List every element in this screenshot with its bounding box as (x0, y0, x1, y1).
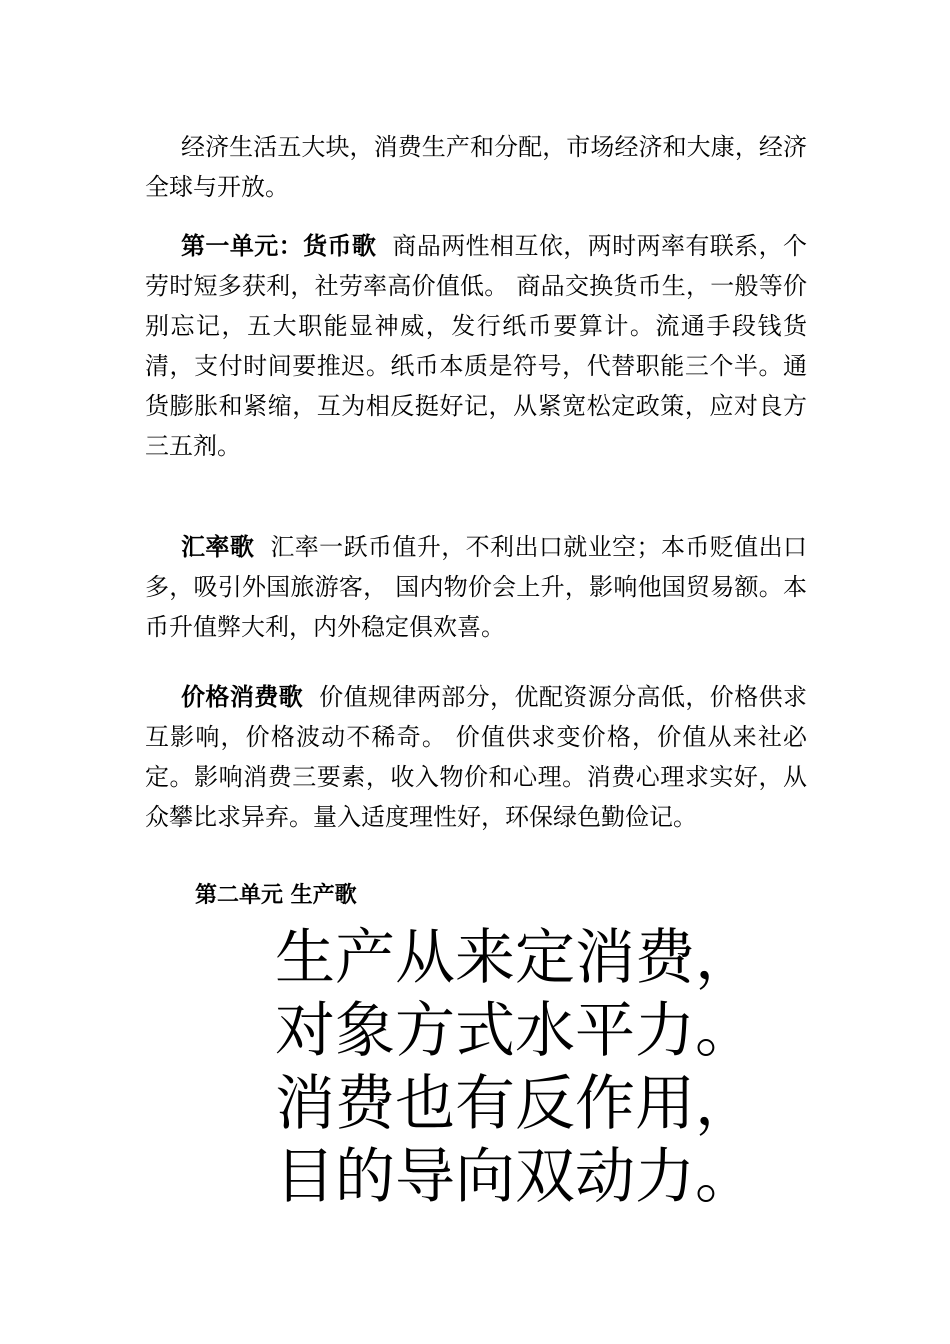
exchange-rate-text: 汇率一跃币值升，不利出口就业空；本币贬值出口多，吸引外国旅游客， 国内物价会上升，影响他国贸易额。本币升值弊大利，内外稳定俱欢喜。 (145, 533, 808, 641)
poem-line: 生产从来定消费， (275, 923, 755, 993)
unit1-text: 商品两性相互依，两时两率有联系，个劳时短多获利，社劳率高价值低。 商品交换货币生，一般等价别忘记，五大职能显神威，发行纸币要算计。流通手段钱货清，支付时间要推迟。纸币本质是符号，代替职能三个半。通货膨胀和紧缩，互为相反挺好记，从紧宽松定政策，应对良方三五剂。 (145, 232, 808, 460)
poem-line: 目的导向双动力。 (275, 1142, 755, 1212)
price-consumption-text: 价值规律两部分，优配资源分高低，价格供求互影响，价格波动不稀奇。 价值供求变价格，价值从来社必定。影响消费三要素，收入物价和心理。消费心理求实好，从众攀比求异弃。量入适度理性好，环保绿色勤俭记。 (145, 683, 808, 831)
unit2-heading: 第二单元 生产歌 (195, 883, 357, 908)
intro-paragraph (145, 127, 807, 207)
intro-text: 经济生活五大块，消费生产和分配，市场经济和大康，经济全球与开放。 (145, 133, 807, 201)
price-consumption-paragraph (145, 677, 807, 837)
exchange-rate-paragraph (145, 527, 807, 647)
unit1-heading: 第一单元：货币歌 (181, 232, 377, 260)
exchange-rate-heading: 汇率歌 (181, 533, 255, 561)
poem-line: 消费也有反作用， (275, 1069, 755, 1139)
poem-line: 对象方式水平力。 (275, 996, 755, 1066)
unit1-paragraph (145, 226, 807, 466)
price-consumption-heading: 价格消费歌 (181, 683, 304, 711)
production-poem (275, 922, 795, 1214)
